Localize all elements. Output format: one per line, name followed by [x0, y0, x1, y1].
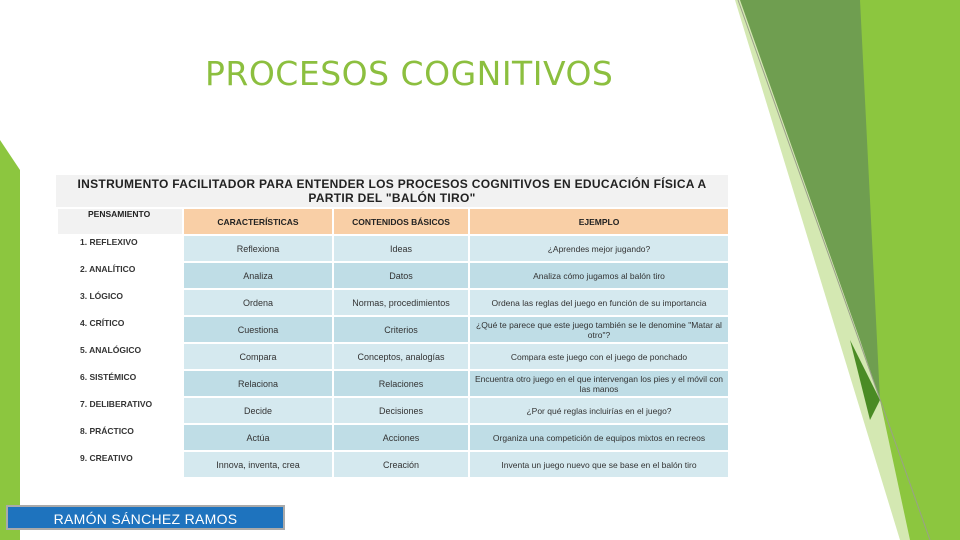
table-row	[57, 397, 729, 424]
cell-characteristic: Reflexiona	[183, 235, 333, 262]
header-pensamiento: PENSAMIENTO	[57, 208, 183, 235]
cell-example: Compara este juego con el juego de ponchado	[469, 343, 729, 370]
table-row	[57, 262, 729, 289]
cell-example: Encuentra otro juego en el que intervengan los pies y el móvil con las manos	[469, 370, 729, 397]
cell-content: Acciones	[333, 424, 469, 451]
right-bright-shape	[860, 0, 960, 540]
table-row	[57, 343, 729, 370]
cell-characteristic: Analiza	[183, 262, 333, 289]
table-row	[57, 289, 729, 316]
cell-example: Analiza cómo jugamos al balón tiro	[469, 262, 729, 289]
header-caracteristicas: CARACTERÍSTICAS	[183, 208, 333, 235]
table-row	[57, 316, 729, 343]
cell-thinking: 3. LÓGICO	[57, 289, 183, 316]
cell-example: Organiza una competición de equipos mixtos en recreos	[469, 424, 729, 451]
cell-example: ¿Por qué reglas incluirías en el juego?	[469, 397, 729, 424]
table-row	[57, 424, 729, 451]
table-row	[57, 235, 729, 262]
cell-thinking: 8. PRÁCTICO	[57, 424, 183, 451]
table-header-row	[57, 208, 729, 235]
cell-content: Relaciones	[333, 370, 469, 397]
cell-thinking: 5. ANALÓGICO	[57, 343, 183, 370]
cell-content: Decisiones	[333, 397, 469, 424]
header-ejemplo: EJEMPLO	[469, 208, 729, 235]
table-title: INSTRUMENTO FACILITADOR PARA ENTENDER LOS PROCESOS COGNITIVOS EN EDUCACIÓN FÍSICA A PARTIR DEL "BALÓN TIRO"	[77, 177, 707, 205]
cell-example: ¿Aprendes mejor jugando?	[469, 235, 729, 262]
cell-thinking: 1. REFLEXIVO	[57, 235, 183, 262]
cell-characteristic: Compara	[183, 343, 333, 370]
cell-characteristic: Decide	[183, 397, 333, 424]
cell-characteristic: Cuestiona	[183, 316, 333, 343]
cell-characteristic: Relaciona	[183, 370, 333, 397]
cell-content: Datos	[333, 262, 469, 289]
cell-example: ¿Qué te parece que este juego también se le denomine "Matar al otro"?	[469, 316, 729, 343]
cell-characteristic: Actúa	[183, 424, 333, 451]
cell-thinking: 4. CRÍTICO	[57, 316, 183, 343]
cell-content: Criterios	[333, 316, 469, 343]
author-name: RAMÓN SÁNCHEZ RAMOS	[53, 511, 238, 527]
table-row	[57, 370, 729, 397]
cell-example: Ordena las reglas del juego en función de su importancia	[469, 289, 729, 316]
cell-thinking: 2. ANALÍTICO	[57, 262, 183, 289]
cell-thinking: 6. SISTÉMICO	[57, 370, 183, 397]
cell-content: Normas, procedimientos	[333, 289, 469, 316]
left-green-sliver	[0, 140, 20, 540]
cell-characteristic: Innova, inventa, crea	[183, 451, 333, 478]
cell-content: Conceptos, analogías	[333, 343, 469, 370]
cell-content: Ideas	[333, 235, 469, 262]
slide-title: PROCESOS COGNITIVOS	[205, 54, 614, 93]
cognitive-processes-table	[56, 207, 730, 479]
cell-thinking: 9. CREATIVO	[57, 451, 183, 478]
cell-example: Inventa un juego nuevo que se base en el balón tiro	[469, 451, 729, 478]
table-row	[57, 451, 729, 478]
author-box	[6, 505, 285, 530]
cell-thinking: 7. DELIBERATIVO	[57, 397, 183, 424]
cell-content: Creación	[333, 451, 469, 478]
cell-characteristic: Ordena	[183, 289, 333, 316]
header-contenidos: CONTENIDOS BÁSICOS	[333, 208, 469, 235]
